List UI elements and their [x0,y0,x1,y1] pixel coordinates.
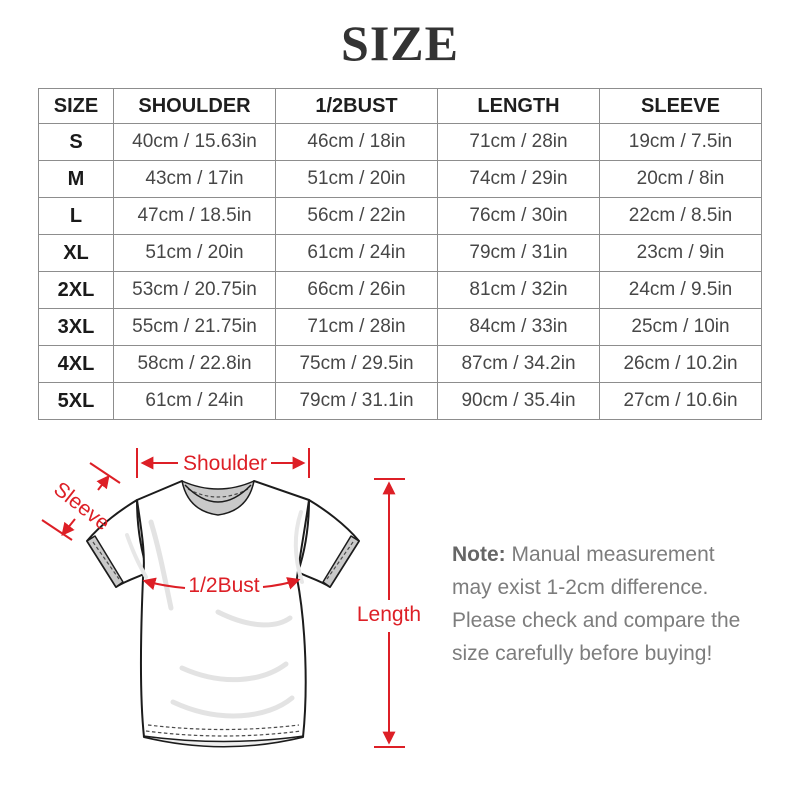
column-header-sleeve: SLEEVE [600,89,762,124]
bust-cell: 79cm / 31.1in [276,383,438,420]
shoulder-cell: 55cm / 21.75in [114,309,276,346]
length-cell: 76cm / 30in [438,198,600,235]
column-header-size: SIZE [39,89,114,124]
length-measurement [357,479,421,747]
sleeve-cell: 23cm / 9in [600,235,762,272]
size-cell: 2XL [39,272,114,309]
size-cell: 3XL [39,309,114,346]
sleeve-cell: 25cm / 10in [600,309,762,346]
column-header-shoulder: SHOULDER [114,89,276,124]
table-row [39,198,762,235]
length-cell: 84cm / 33in [438,309,600,346]
bust-label: 1/2Bust [188,574,260,597]
sleeve-cell: 27cm / 10.6in [600,383,762,420]
table-row [39,272,762,309]
bust-cell: 56cm / 22in [276,198,438,235]
shoulder-cell: 51cm / 20in [114,235,276,272]
arrow-line [63,519,75,534]
bust-cell: 46cm / 18in [276,124,438,161]
shoulder-label: Shoulder [182,452,268,475]
bust-cell: 66cm / 26in [276,272,438,309]
sleeve-cell: 20cm / 8in [600,161,762,198]
length-cell: 90cm / 35.4in [438,383,600,420]
sleeve-label: Sleeve [49,477,115,536]
sleeve-cell: 26cm / 10.2in [600,346,762,383]
table-row [39,309,762,346]
column-header-bust: 1/2BUST [276,89,438,124]
length-cell: 74cm / 29in [438,161,600,198]
tshirt-graphic [87,481,359,747]
length-cell: 87cm / 34.2in [438,346,600,383]
table-header-row [39,89,762,124]
bust-cell: 75cm / 29.5in [276,346,438,383]
length-label: Length [356,603,422,626]
shoulder-cell: 47cm / 18.5in [114,198,276,235]
bust-cell: 61cm / 24in [276,235,438,272]
page-title: SIZE [341,15,459,71]
table-row [39,235,762,272]
table-row [39,346,762,383]
length-cell: 79cm / 31in [438,235,600,272]
bust-cell: 71cm / 28in [276,309,438,346]
table-row [39,161,762,198]
shoulder-cell: 53cm / 20.75in [114,272,276,309]
note-text: Manual measurement may exist 1-2cm difference. Please check and compare the size carefully before buying! [452,543,741,665]
size-cell: M [39,161,114,198]
shoulder-measurement [137,448,309,478]
size-cell: S [39,124,114,161]
table-row [39,124,762,161]
note-label: Note: [452,543,506,566]
sleeve-cell: 22cm / 8.5in [600,198,762,235]
size-table [38,88,762,420]
sleeve-cell: 19cm / 7.5in [600,124,762,161]
length-cell: 71cm / 28in [438,124,600,161]
measurement-note [452,538,760,670]
size-cell: XL [39,235,114,272]
size-cell: L [39,198,114,235]
tick-mark [42,520,72,540]
shoulder-cell: 43cm / 17in [114,161,276,198]
size-cell: 5XL [39,383,114,420]
arrow-line [98,477,108,490]
bust-cell: 51cm / 20in [276,161,438,198]
size-cell: 4XL [39,346,114,383]
table-row [39,383,762,420]
column-header-length: LENGTH [438,89,600,124]
shoulder-cell: 40cm / 15.63in [114,124,276,161]
length-cell: 81cm / 32in [438,272,600,309]
shoulder-cell: 58cm / 22.8in [114,346,276,383]
shoulder-cell: 61cm / 24in [114,383,276,420]
sleeve-cell: 24cm / 9.5in [600,272,762,309]
tshirt-measurement-diagram [30,440,430,770]
